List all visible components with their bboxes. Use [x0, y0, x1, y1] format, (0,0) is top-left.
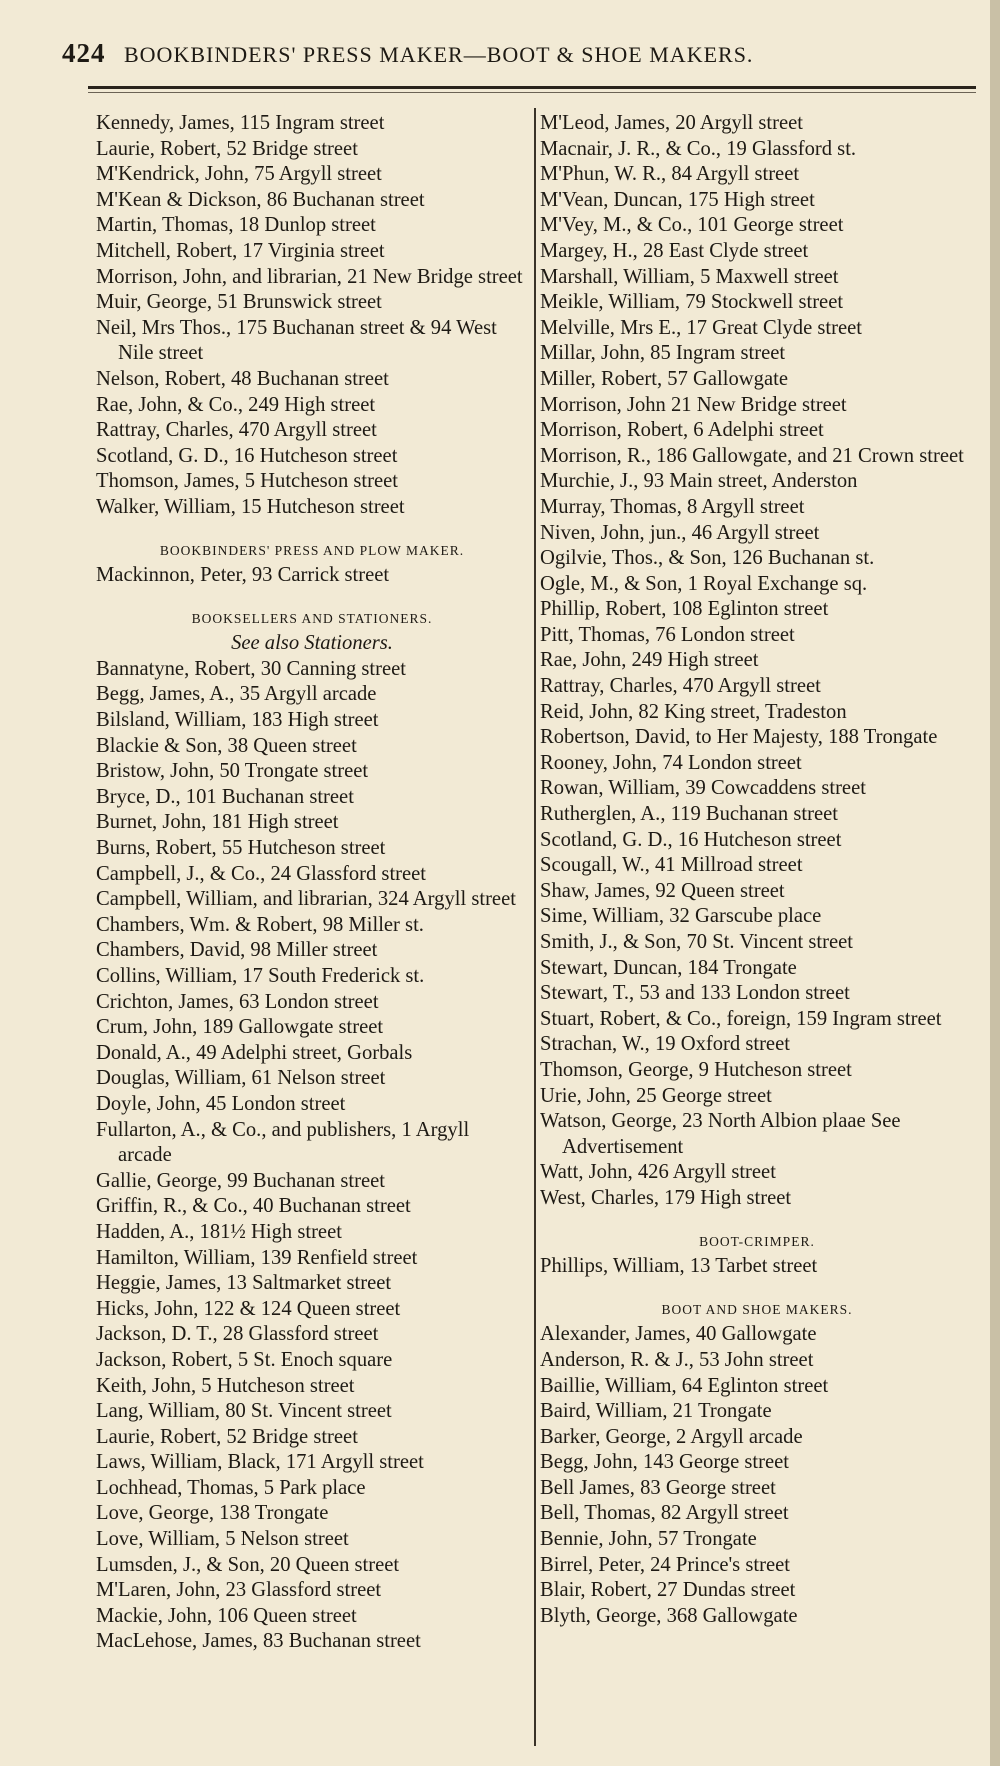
directory-entry: Lochhead, Thomas, 5 Park place — [96, 1476, 366, 1499]
directory-entry: Niven, John, jun., 46 Argyll street — [540, 521, 820, 544]
directory-entry: Bristow, John, 50 Trongate street — [96, 760, 369, 783]
directory-entry: Murray, Thomas, 8 Argyll street — [540, 495, 805, 518]
directory-entry: Baillie, William, 64 Eglinton street — [540, 1374, 829, 1397]
directory-entry: M'Vean, Duncan, 175 High street — [540, 188, 815, 211]
directory-entry: M'Vey, M., & Co., 101 George street — [540, 214, 844, 237]
directory-entry: Jackson, Robert, 5 St. Enoch square — [96, 1348, 393, 1371]
directory-entry: Mitchell, Robert, 17 Virginia street — [96, 239, 385, 262]
directory-entry: Laurie, Robert, 52 Bridge street — [96, 137, 358, 160]
directory-entry: Meikle, William, 79 Stockwell street — [540, 291, 844, 314]
section-heading: BOOKBINDERS' PRESS AND PLOW MAKER. — [159, 542, 465, 558]
directory-entry: Laurie, Robert, 52 Bridge street — [96, 1425, 358, 1448]
directory-entry: Hicks, John, 122 & 124 Queen street — [96, 1297, 401, 1320]
directory-entry: Bell, Thomas, 82 Argyll street — [540, 1502, 789, 1525]
directory-entry: Gallie, George, 99 Buchanan street — [96, 1169, 385, 1192]
directory-entry: Phillip, Robert, 108 Eglinton street — [540, 598, 829, 621]
directory-entry: Mackie, John, 106 Queen street — [96, 1604, 357, 1627]
directory-entry: Blackie & Son, 38 Queen street — [96, 734, 357, 757]
directory-entry: Blair, Robert, 27 Dundas street — [540, 1579, 796, 1602]
directory-entry: Morrison, John 21 New Bridge street — [540, 393, 847, 416]
directory-entry: Rattray, Charles, 470 Argyll street — [540, 675, 821, 698]
directory-entry: Hamilton, William, 139 Renfield street — [96, 1246, 418, 1269]
directory-entry: Rowan, William, 39 Cowcaddens street — [540, 777, 866, 800]
directory-entry: Stuart, Robert, & Co., foreign, 159 Ingram street — [540, 1007, 942, 1030]
directory-entry: Collins, William, 17 South Frederick st. — [96, 965, 425, 987]
directory-entry: Sime, William, 32 Garscube place — [540, 905, 822, 928]
directory-entry: Nelson, Robert, 48 Buchanan street — [96, 367, 389, 390]
page-number: 424 — [62, 38, 106, 68]
directory-entry: Griffin, R., & Co., 40 Buchanan street — [96, 1195, 411, 1218]
directory-entry: Rattray, Charles, 470 Argyll street — [96, 419, 377, 442]
directory-entry: Begg, James, A., 35 Argyll arcade — [96, 683, 377, 706]
directory-entry: Love, George, 138 Trongate — [96, 1502, 329, 1525]
directory-entry: Morrison, R., 186 Gallowgate, and 21 Crown street — [540, 444, 964, 467]
directory-entry: Martin, Thomas, 18 Dunlop street — [96, 214, 376, 237]
directory-entry: MacLehose, James, 83 Buchanan street — [96, 1630, 421, 1653]
directory-entry: Bryce, D., 101 Buchanan street — [96, 785, 354, 808]
directory-entry: Marshall, William, 5 Maxwell street — [540, 265, 839, 288]
page-title: BOOKBINDERS' PRESS MAKER—BOOT & SHOE MAKERS. — [124, 42, 754, 67]
page-edge — [990, 0, 1000, 1766]
directory-entry: Donald, A., 49 Adelphi street, Gorbals — [96, 1041, 413, 1064]
directory-entry: Ogilvie, Thos., & Son, 126 Buchanan st. — [540, 547, 875, 570]
directory-entry: Reid, John, 82 King street, Tradeston — [540, 700, 847, 723]
directory-entry: Barker, George, 2 Argyll arcade — [540, 1425, 803, 1448]
directory-entry: Blyth, George, 368 Gallowgate — [540, 1604, 798, 1627]
directory-entry: Bell James, 83 George street — [540, 1476, 776, 1499]
section-heading: BOOT AND SHOE MAKERS. — [661, 1301, 853, 1317]
directory-entry: Millar, John, 85 Ingram street — [540, 342, 786, 365]
directory-entry: West, Charles, 179 High street — [540, 1186, 792, 1209]
header-rule-thin — [88, 92, 976, 93]
directory-entry: Melville, Mrs E., 17 Great Clyde street — [540, 316, 862, 339]
directory-entry: Love, William, 5 Nelson street — [96, 1528, 349, 1551]
directory-entry: Chambers, David, 98 Miller street — [96, 939, 378, 962]
section-heading: BOOKSELLERS AND STATIONERS. — [191, 610, 433, 626]
directory-entry: M'Phun, W. R., 84 Argyll street — [540, 163, 800, 186]
directory-entry: Campbell, J., & Co., 24 Glassford street — [96, 862, 427, 885]
directory-entry: Stewart, T., 53 and 133 London street — [540, 982, 850, 1005]
directory-entry: Neil, Mrs Thos., 175 Buchanan street & 94 West Nile street — [96, 316, 497, 365]
directory-entry: Walker, William, 15 Hutcheson street — [96, 495, 405, 518]
directory-entry: Macnair, J. R., & Co., 19 Glassford st. — [540, 137, 857, 160]
directory-entry: Miller, Robert, 57 Gallowgate — [540, 367, 788, 390]
directory-entry: Birrel, Peter, 24 Prince's street — [540, 1553, 790, 1576]
directory-entry: Morrison, John, and librarian, 21 New Bridge street — [96, 265, 523, 288]
directory-entry: Stewart, Duncan, 184 Trongate — [540, 956, 797, 979]
directory-entry: Strachan, W., 19 Oxford street — [540, 1033, 790, 1056]
directory-entry: Bennie, John, 57 Trongate — [540, 1528, 757, 1551]
directory-entry: Crum, John, 189 Gallowgate street — [96, 1016, 384, 1039]
directory-entry: Fullarton, A., & Co., and publishers, 1 Argyll arcade — [96, 1118, 470, 1167]
directory-entry: Keith, John, 5 Hutcheson street — [96, 1374, 355, 1397]
directory-entry: Baird, William, 21 Trongate — [540, 1400, 772, 1423]
directory-entry: Douglas, William, 61 Nelson street — [96, 1067, 386, 1090]
section-subheading: See also Stationers. — [231, 632, 393, 655]
directory-entry: M'Kendrick, John, 75 Argyll street — [96, 163, 382, 186]
directory-entry: Burns, Robert, 55 Hutcheson street — [96, 837, 386, 860]
directory-entry: Murchie, J., 93 Main street, Anderston — [540, 470, 858, 493]
directory-entry: Chambers, Wm. & Robert, 98 Miller st. — [96, 913, 424, 936]
directory-entry: Shaw, James, 92 Queen street — [540, 879, 785, 902]
directory-entry: Ogle, M., & Son, 1 Royal Exchange sq. — [540, 572, 868, 595]
page-header — [62, 38, 952, 69]
directory-entry: Lumsden, J., & Son, 20 Queen street — [96, 1553, 400, 1576]
directory-entry: Scougall, W., 41 Millroad street — [540, 854, 803, 877]
directory-entry: Anderson, R. & J., 53 John street — [540, 1348, 814, 1371]
directory-entry: Campbell, William, and librarian, 324 Argyll street — [96, 888, 516, 911]
column-divider — [534, 108, 536, 1746]
section-heading: BOOT-CRIMPER. — [699, 1233, 815, 1249]
left-column — [96, 111, 528, 1655]
directory-entry: Doyle, John, 45 London street — [96, 1092, 346, 1115]
directory-entry: M'Kean & Dickson, 86 Buchanan street — [96, 188, 425, 211]
right-column — [540, 111, 974, 1629]
directory-entry: Heggie, James, 13 Saltmarket street — [96, 1272, 392, 1295]
header-rule — [88, 86, 976, 89]
directory-entry: Scotland, G. D., 16 Hutcheson street — [540, 828, 842, 851]
directory-entry: Rae, John, & Co., 249 High street — [96, 393, 376, 416]
directory-entry: Smith, J., & Son, 70 St. Vincent street — [540, 931, 854, 953]
directory-entry: Burnet, John, 181 High street — [96, 811, 339, 834]
directory-entry: Laws, William, Black, 171 Argyll street — [96, 1451, 424, 1474]
directory-entry: Thomson, James, 5 Hutcheson street — [96, 470, 398, 493]
directory-entry: Rutherglen, A., 119 Buchanan street — [540, 803, 838, 826]
directory-entry: Rooney, John, 74 London street — [540, 751, 802, 774]
directory-entry: Alexander, James, 40 Gallowgate — [540, 1323, 817, 1346]
directory-entry: Jackson, D. T., 28 Glassford street — [96, 1323, 379, 1346]
directory-entry: M'Leod, James, 20 Argyll street — [540, 112, 804, 134]
directory-entry: Rae, John, 249 High street — [540, 649, 759, 672]
directory-entry: M'Laren, John, 23 Glassford street — [96, 1579, 382, 1602]
directory-entry: Lang, William, 80 St. Vincent street — [96, 1400, 392, 1423]
directory-entry: Watson, George, 23 North Albion plaae See Advertisement — [540, 1110, 901, 1158]
directory-entry: Thomson, George, 9 Hutcheson street — [540, 1058, 852, 1081]
directory-entry: Mackinnon, Peter, 93 Carrick street — [96, 564, 390, 587]
directory-entry: Muir, George, 51 Brunswick street — [96, 291, 382, 314]
directory-entry: Margey, H., 28 East Clyde street — [540, 239, 809, 262]
directory-entry: Morrison, Robert, 6 Adelphi street — [540, 419, 824, 442]
directory-entry: Phillips, William, 13 Tarbet street — [540, 1255, 818, 1278]
directory-entry: Watt, John, 426 Argyll street — [540, 1161, 776, 1184]
directory-entry: Bilsland, William, 183 High street — [96, 709, 379, 732]
directory-entry: Begg, John, 143 George street — [540, 1451, 789, 1474]
directory-entry: Kennedy, James, 115 Ingram street — [96, 112, 385, 134]
directory-entry: Bannatyne, Robert, 30 Canning street — [96, 657, 406, 680]
directory-entry: Hadden, A., 181½ High street — [96, 1220, 342, 1243]
directory-entry: Pitt, Thomas, 76 London street — [540, 623, 795, 646]
directory-entry: Scotland, G. D., 16 Hutcheson street — [96, 444, 398, 467]
directory-entry: Urie, John, 25 George street — [540, 1084, 772, 1107]
directory-entry: Robertson, David, to Her Majesty, 188 Trongate — [540, 726, 938, 749]
directory-entry: Crichton, James, 63 London street — [96, 990, 379, 1013]
